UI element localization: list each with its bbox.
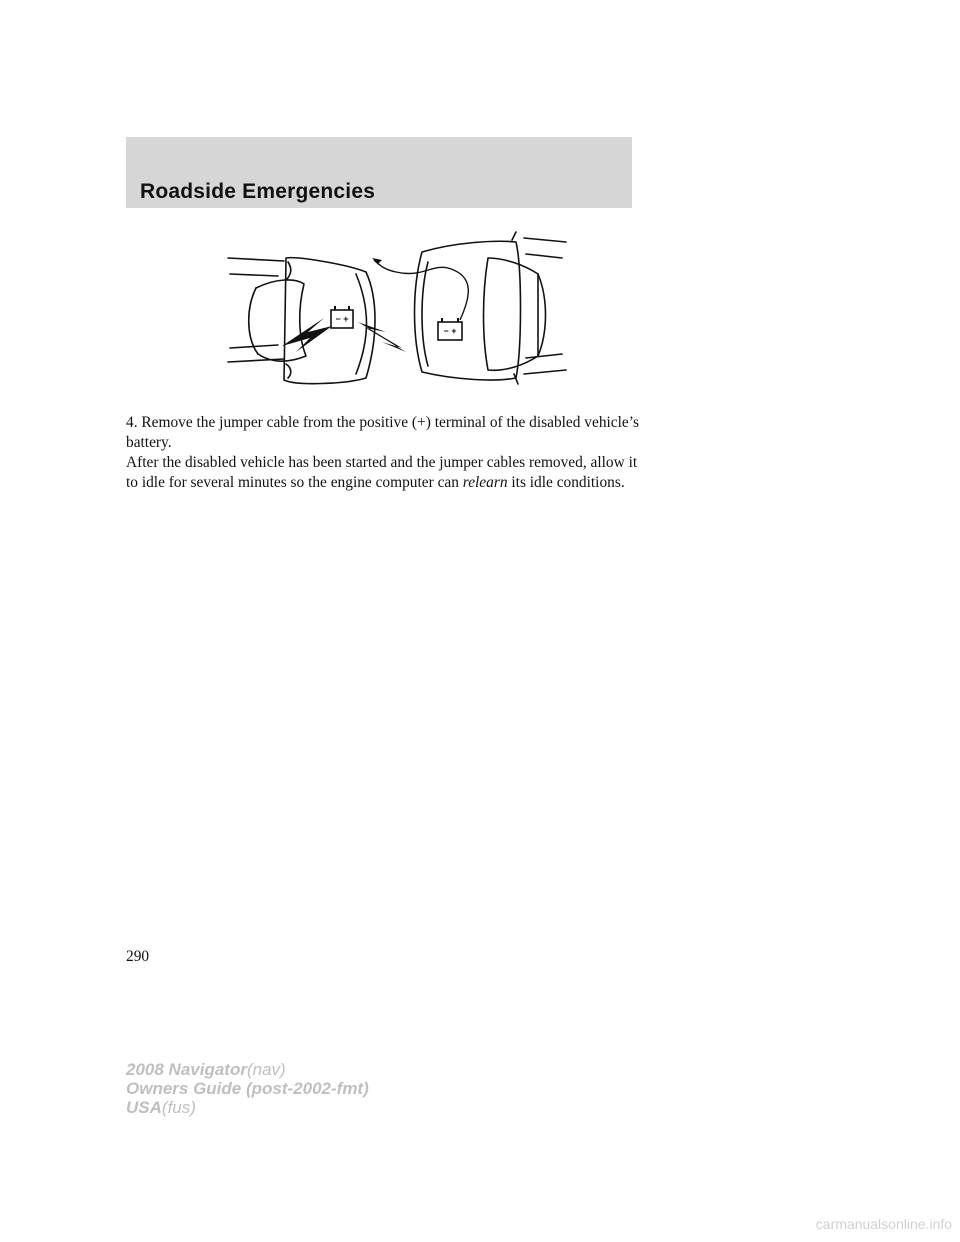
battery-left-label: − + [335, 314, 349, 324]
battery-right-icon [438, 318, 462, 340]
relearn-paragraph-main: After the disabled vehicle has been started and the jumper cables removed, allow it to idle for several minutes so the engine computer can [126, 454, 638, 491]
battery-right-label: − + [443, 326, 457, 336]
step-4-paragraph: 4. Remove the jumper cable from the positive (+) terminal of the disabled vehicle’s battery. [126, 414, 639, 451]
jump-start-illustration [226, 228, 568, 394]
footer-model-code: (nav) [246, 1060, 286, 1079]
footer-guide: Owners Guide (post-2002-fmt) [126, 1079, 369, 1098]
section-title: Roadside Emergencies [140, 180, 376, 203]
footer-market-code: (fus) [161, 1098, 196, 1117]
spark-left-icon [282, 318, 332, 352]
jumper-cable [374, 260, 468, 320]
footer-model: 2008 Navigator [126, 1060, 247, 1079]
watermark: carmanualsonline.info [815, 1216, 952, 1232]
footer-market: USA [126, 1098, 162, 1117]
battery-left-icon [331, 306, 353, 328]
page-number: 290 [126, 948, 150, 965]
document-footer [126, 1060, 369, 1117]
relearn-term: relearn [462, 474, 508, 491]
relearn-paragraph [126, 453, 646, 493]
section-header [126, 137, 632, 208]
relearn-paragraph-end: its idle conditions. [511, 474, 625, 491]
right-vehicle [415, 232, 567, 384]
